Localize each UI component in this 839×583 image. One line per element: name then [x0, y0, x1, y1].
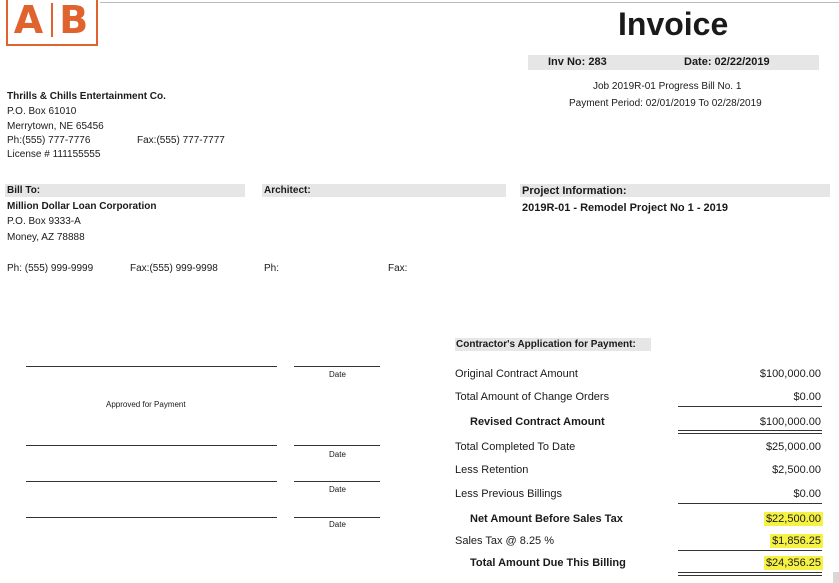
date-line [294, 517, 380, 518]
architect-heading: Architect: [264, 185, 311, 196]
row-value: $0.00 [793, 391, 821, 403]
company-name: Thrills & Chills Entertainment Co. [7, 91, 166, 102]
date-label: Date [329, 450, 346, 459]
signature-line [26, 366, 277, 367]
project-heading: Project Information: [522, 185, 627, 197]
company-fax: Fax:(555) 777-7777 [137, 135, 225, 146]
row-value: $25,000.00 [765, 441, 821, 453]
subtotal-rule [678, 406, 822, 407]
company-address2: Merrytown, NE 65456 [7, 121, 104, 132]
subtotal-rule [678, 550, 822, 551]
architect-phone: Ph: [264, 263, 280, 274]
company-address1: P.O. Box 61010 [7, 106, 77, 117]
architect-fax: Fax: [388, 263, 408, 274]
row-label: Total Amount Due This Billing [470, 557, 626, 569]
project-name: 2019R-01 - Remodel Project No 1 - 2019 [522, 202, 729, 214]
row-label: Total Amount of Change Orders [455, 391, 610, 403]
date-label: Date [329, 370, 346, 379]
bill-to-address2: Money, AZ 78888 [7, 232, 85, 243]
signature-line [26, 517, 277, 518]
double-rule [678, 430, 822, 431]
application-heading: Contractor's Application for Payment: [456, 339, 636, 350]
row-label: Less Retention [455, 464, 529, 476]
job-line: Job 2019R-01 Progress Bill No. 1 [593, 81, 742, 92]
date-label: Date [329, 485, 346, 494]
row-label: Original Contract Amount [455, 368, 578, 380]
row-value: $0.00 [793, 488, 821, 500]
bill-to-name: Million Dollar Loan Corporation [7, 201, 157, 212]
row-label: Less Previous Billings [455, 488, 562, 500]
double-rule [678, 575, 822, 576]
bill-to-address1: P.O. Box 9333-A [7, 216, 81, 227]
row-label: Net Amount Before Sales Tax [470, 513, 623, 525]
subtotal-rule [678, 503, 822, 504]
date-line [294, 366, 380, 367]
payment-period: Payment Period: 02/01/2019 To 02/28/2019 [569, 98, 762, 109]
invoice-number: Inv No: 283 [548, 56, 607, 68]
signature-line [26, 445, 277, 446]
row-value-highlighted: $22,500.00 [765, 513, 821, 525]
top-border [100, 2, 839, 3]
row-value: $2,500.00 [772, 464, 821, 476]
bill-to-fax: Fax:(555) 999-9998 [130, 263, 218, 274]
row-value-highlighted: $24,356.25 [765, 557, 821, 569]
row-label: Sales Tax @ 8.25 % [455, 535, 555, 547]
company-phone: Ph:(555) 777-7776 [7, 135, 91, 146]
bill-to-bar [5, 184, 245, 197]
signature-line [26, 481, 277, 482]
row-value-highlighted: $1,856.25 [772, 535, 821, 547]
company-license: License # 111155555 [7, 149, 101, 160]
date-line [294, 445, 380, 446]
double-rule [678, 433, 822, 434]
row-label: Total Completed To Date [455, 441, 576, 453]
double-rule [678, 572, 822, 573]
bill-to-heading: Bill To: [7, 185, 41, 196]
date-line [294, 481, 380, 482]
row-value: $100,000.00 [759, 416, 821, 428]
date-label: Date [329, 520, 346, 529]
bill-to-phone: Ph: (555) 999-9999 [7, 263, 94, 274]
row-label: Revised Contract Amount [470, 416, 605, 428]
invoice-date: Date: 02/22/2019 [684, 56, 770, 68]
page-title: Invoice [618, 6, 729, 42]
scrollbar-corner[interactable] [833, 572, 839, 583]
approved-for-payment-label: Approved for Payment [106, 400, 186, 409]
company-logo: A B [6, 0, 98, 46]
row-value: $100,000.00 [759, 368, 821, 380]
